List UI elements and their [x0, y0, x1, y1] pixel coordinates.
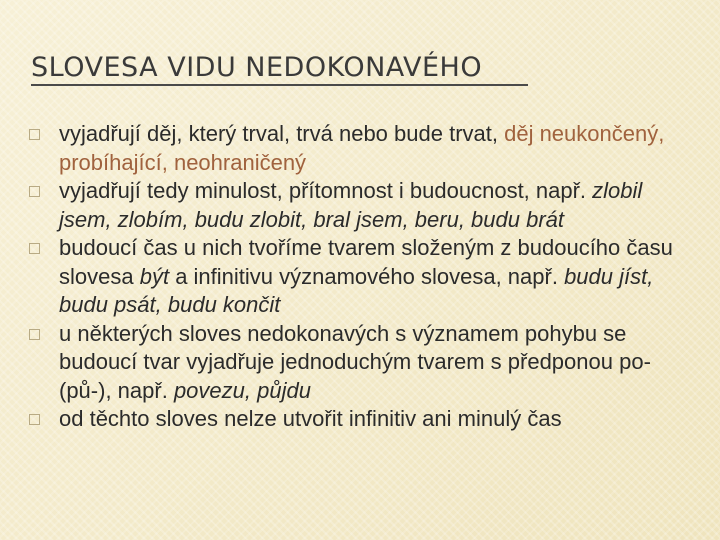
bullet-example-text: být — [139, 263, 170, 289]
bullet-item — [29, 405, 699, 434]
bullet-example-text: budu jíst, budu psát, budu končit — [59, 263, 654, 317]
bullet-item — [29, 320, 699, 406]
bullet-item — [29, 120, 699, 177]
bullet-item — [29, 177, 699, 234]
bullet-highlight-text: děj neukončený, probíhající, neohraničený — [59, 121, 665, 175]
square-bullet-icon — [29, 243, 40, 254]
slide-title: SLOVESA VIDU NEDOKONAVÉHO — [31, 52, 483, 83]
bullet-text: a infinitivu významového slovesa, např. — [169, 263, 565, 289]
bullet-item — [29, 234, 699, 320]
bullet-text: od těchto sloves nelze utvořit infinitiv ani minulý čas — [59, 406, 562, 431]
square-bullet-icon — [29, 186, 40, 197]
square-bullet-icon — [29, 329, 40, 340]
bullet-text: vyjadřují tedy minulost, přítomnost i budoucnost, např. — [59, 178, 593, 203]
title-underline — [31, 84, 528, 86]
bullet-text: u některých sloves nedokonavých s významem pohybu se budoucí tvar vyjadřuje jednoduchým tvarem s předponou po- (pů-), např. — [59, 320, 651, 403]
square-bullet-icon — [29, 414, 40, 425]
square-bullet-icon — [29, 129, 40, 140]
bullet-text: vyjadřují děj, který trval, trvá nebo bude trvat, — [59, 121, 505, 146]
bullet-example-text: zlobil jsem, zlobím, budu zlobit, bral jsem, beru, budu brát — [59, 178, 643, 232]
bullet-example-text: povezu, půjdu — [173, 377, 311, 403]
bullet-list — [29, 120, 699, 434]
bullet-text: budoucí čas u nich tvoříme tvarem složeným z budoucího času slovesa — [59, 235, 673, 289]
